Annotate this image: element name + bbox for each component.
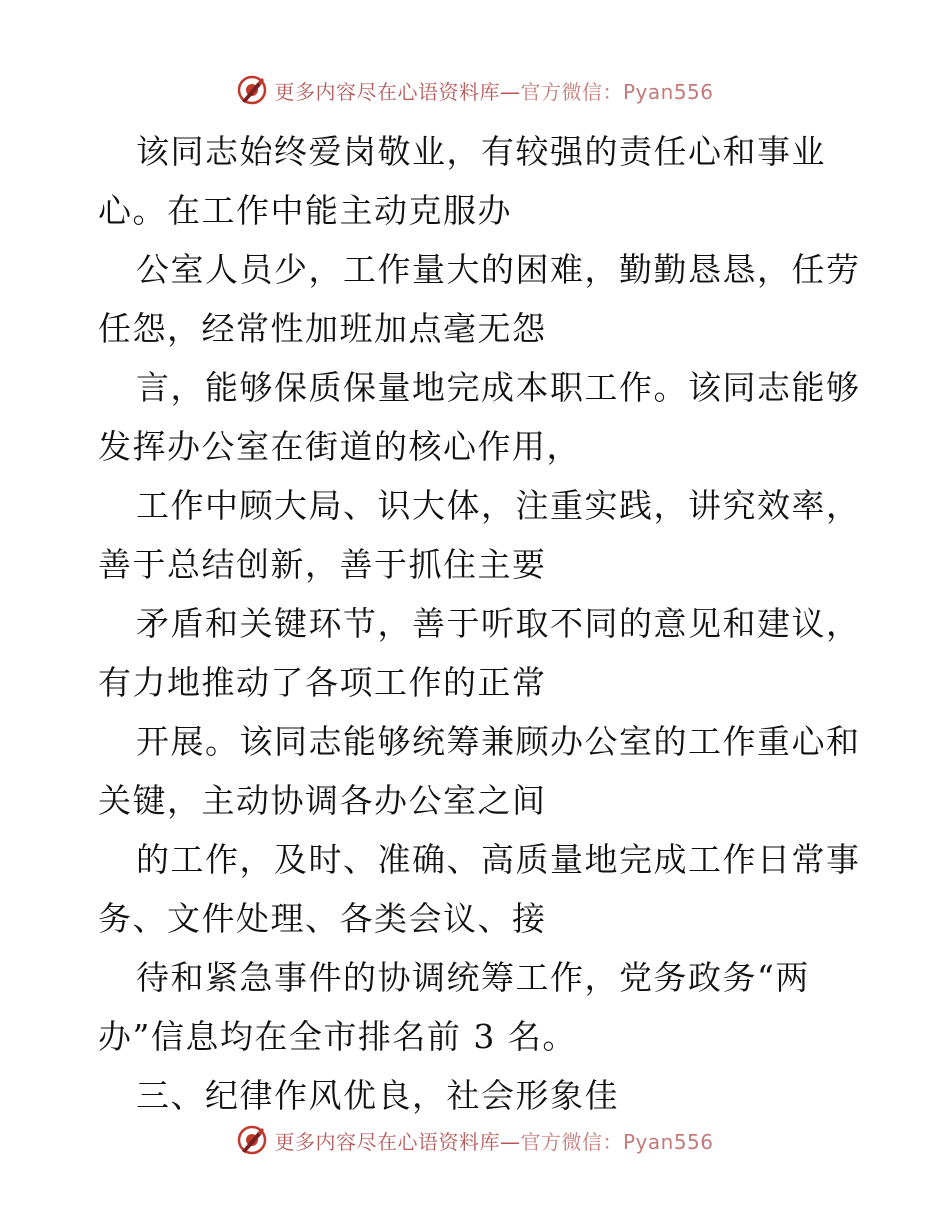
header-banner-main: 更多内容尽在心语资料库— xyxy=(274,79,521,104)
text-line: 办”信息均在全市排名前 3 名。 xyxy=(98,1017,577,1056)
footer-banner xyxy=(0,1120,950,1160)
text-line: 矛盾和关键环节，善于听取不同的意见和建议， xyxy=(136,604,861,643)
body-text xyxy=(98,122,861,1125)
text-line: 的工作，及时、准确、高质量地完成工作日常事 xyxy=(136,840,861,879)
header-banner xyxy=(0,70,950,110)
footer-banner-content xyxy=(236,1124,713,1156)
text-line: 工作中顾大局、识大体，注重实践，讲究效率， xyxy=(136,486,861,525)
footer-banner-text xyxy=(274,1126,713,1155)
text-line: 务、文件处理、各类会议、接 xyxy=(98,899,547,938)
text-line: 该同志始终爱岗敬业，有较强的责任心和事业 xyxy=(136,132,826,171)
text-line: 善于总结创新，善于抓住主要 xyxy=(98,545,547,584)
header-banner-wechat-label: 官方微信： xyxy=(520,79,623,104)
header-banner-text xyxy=(274,76,713,105)
text-line: 开展。该同志能够统筹兼顾办公室的工作重心和 xyxy=(136,722,861,761)
text-line: 发挥办公室在街道的核心作用， xyxy=(98,427,581,466)
header-banner-content xyxy=(236,74,713,106)
pen-circle-logo-icon xyxy=(236,74,268,106)
footer-banner-main: 更多内容尽在心语资料库— xyxy=(274,1129,521,1154)
text-line: 心。在工作中能主动克服办 xyxy=(98,191,512,230)
text-line: 关键，主动协调各办公室之间 xyxy=(98,781,547,820)
text-line: 待和紧急事件的协调统筹工作，党务政务“两 xyxy=(136,958,810,997)
text-line: 公室人员少，工作量大的困难，勤勤恳恳，任劳 xyxy=(136,250,861,289)
header-banner-wechat-id: Pyan556 xyxy=(622,79,714,104)
pen-circle-logo-icon xyxy=(236,1124,268,1156)
text-line: 有力地推动了各项工作的正常 xyxy=(98,663,547,702)
text-line: 任怨，经常性加班加点毫无怨 xyxy=(98,309,547,348)
footer-banner-wechat-label: 官方微信： xyxy=(520,1129,623,1154)
footer-banner-wechat-id: Pyan556 xyxy=(622,1129,714,1154)
text-line: 言，能够保质保量地完成本职工作。该同志能够 xyxy=(136,368,861,407)
section-heading: 三、纪律作风优良，社会形象佳 xyxy=(136,1076,619,1115)
